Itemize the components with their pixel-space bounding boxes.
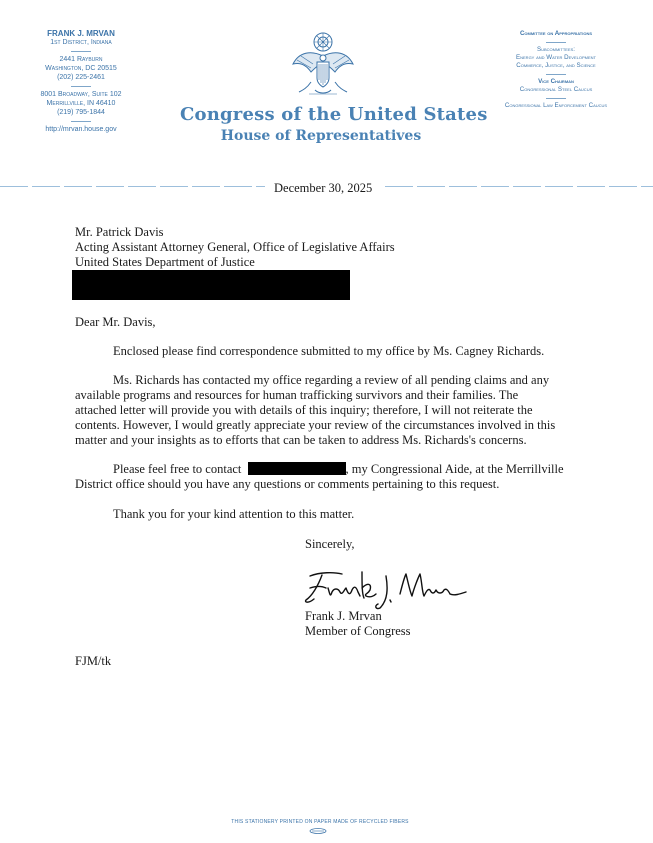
dc-street: 2441 Rayburn [59, 56, 103, 63]
typist-initials: FJM/tk [75, 654, 112, 668]
paragraph-2-line: contents. However, I would greatly appreciate your review of the circumstances involved in this [75, 418, 556, 432]
divider [546, 74, 566, 75]
district-street: 8001 Broadway, Suite 102 [40, 91, 122, 98]
signer-block [305, 609, 411, 639]
vice-chair-label: Vice Chairman [538, 78, 574, 85]
letterhead-title: Congress of the United States [180, 104, 488, 125]
paragraph-3-end: , my Congressional Aide, at the Merrillville [345, 462, 564, 476]
subcommittees-label: Subcommittees: [536, 46, 576, 53]
paragraph-2 [75, 373, 571, 448]
signature-image [300, 566, 470, 612]
signer-title: Member of Congress [305, 624, 411, 638]
recipient-name: Mr. Patrick Davis [75, 225, 164, 239]
paragraph-2-line: attached letter will provide you with details of this inquiry; therefore, I will not reiterate the [75, 403, 533, 417]
letterhead-subtitle: House of Representatives [220, 128, 422, 144]
committee-name: Committee on Appropriations [519, 30, 593, 37]
divider [546, 98, 566, 99]
recipient-organization: United States Department of Justice [75, 255, 255, 269]
dc-phone: (202) 225-2461 [57, 74, 105, 81]
closing: Sincerely, [305, 537, 355, 551]
divider [71, 86, 91, 87]
website: http://mrvan.house.gov [45, 126, 117, 133]
member-name: FRANK J. MRVAN [47, 29, 115, 38]
district-city: Merrillville, IN 46410 [46, 100, 116, 107]
letter-date: December 30, 2025 [274, 181, 373, 195]
signer-name: Frank J. Mrvan [305, 609, 382, 623]
letterhead-contact-block [20, 29, 142, 134]
subcommittee-item: Commerce, Justice, and Science [516, 62, 596, 69]
salutation: Dear Mr. Davis, [75, 315, 156, 329]
eagle-seal-icon [289, 30, 357, 100]
paragraph-2-line: available programs and resources for human trafficking survivors and their families. The [75, 388, 519, 402]
paragraph-2-line: Ms. Richards has contacted my office regarding a review of all pending claims and any [113, 373, 550, 387]
caucus-name: Congressional Law Enforcement Caucus [504, 102, 608, 109]
subcommittee-item: Energy and Water Development [516, 54, 596, 61]
recipient-address [75, 225, 395, 270]
paragraph-2-line: matter and your insights as to efforts that can be taken to address Ms. Richards's concerns. [75, 433, 527, 447]
divider [71, 51, 91, 52]
dc-city: Washington, DC 20515 [45, 65, 117, 72]
vice-chair-caucus: Congressional Steel Caucus [519, 86, 593, 93]
district-phone: (219) 795-1844 [57, 109, 105, 116]
recipient-title: Acting Assistant Attorney General, Office of Legislative Affairs [75, 240, 395, 254]
paragraph-3 [75, 462, 571, 492]
paragraph-3-start: Please feel free to contact [113, 462, 242, 476]
letterhead-committee-block [470, 30, 642, 110]
district-label: 1st District, Indiana [50, 39, 112, 46]
aide-name-redaction [248, 462, 346, 475]
divider [546, 42, 566, 43]
paragraph-4: Thank you for your kind attention to this matter. [113, 507, 355, 521]
paragraph-3-line [75, 462, 571, 477]
address-redaction [72, 270, 350, 300]
recycle-icon [309, 828, 327, 834]
divider [71, 121, 91, 122]
paragraph-1: Enclosed please find correspondence submitted to my office by Ms. Cagney Richards. [113, 344, 545, 358]
paragraph-3-line: District office should you have any questions or comments pertaining to this request. [75, 477, 500, 491]
recycled-paper-notice: THIS STATIONERY PRINTED ON PAPER MADE OF RECYCLED FIBERS [231, 819, 409, 825]
